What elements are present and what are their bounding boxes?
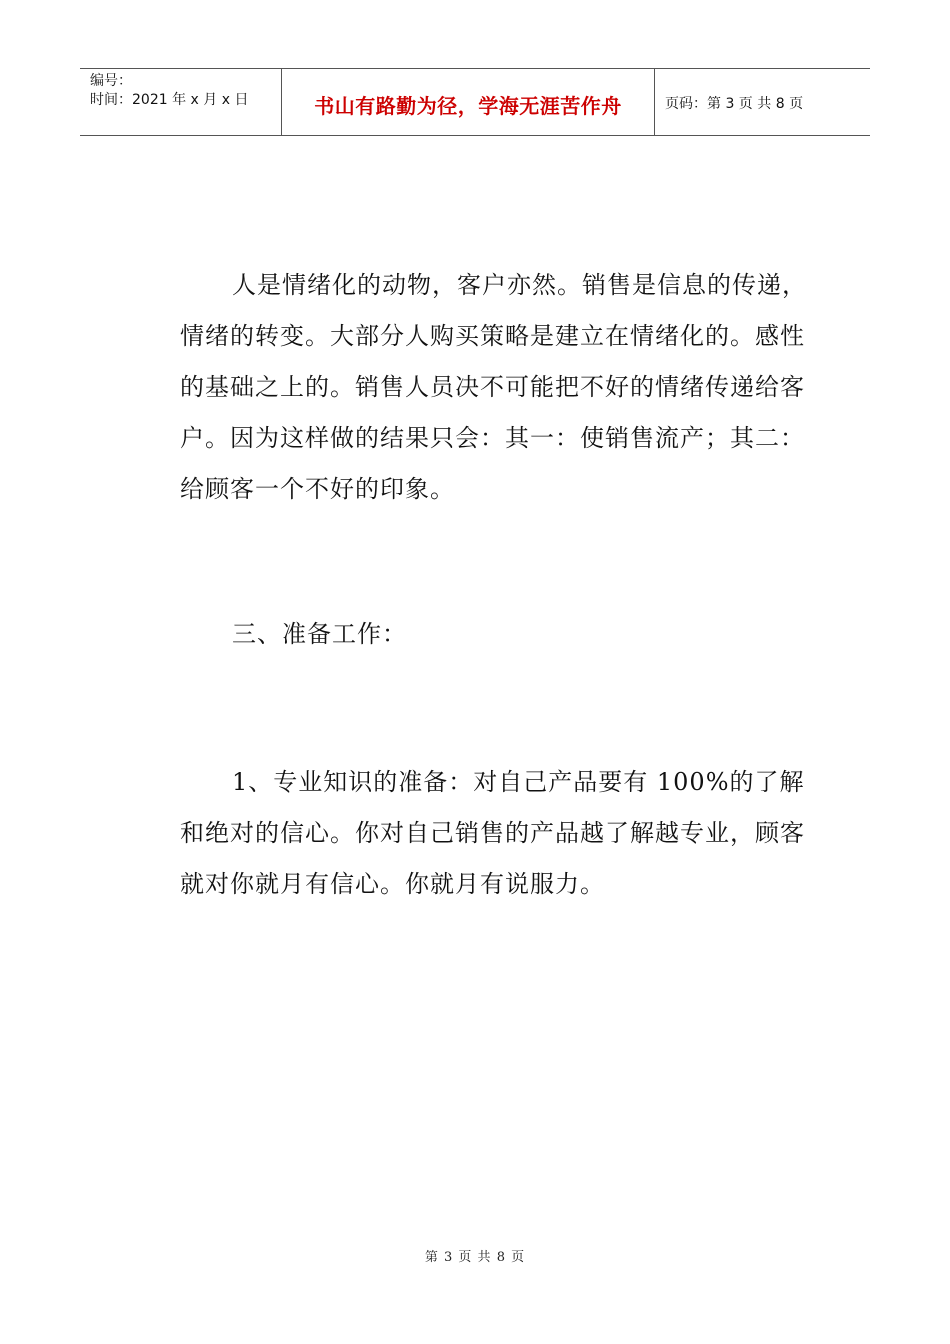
paragraph-knowledge — [180, 757, 820, 910]
footer-page-number: 第 3 页 共 8 页 — [424, 1250, 526, 1265]
body-paragraph: 人是情绪化的动物，客户亦然。销售是信息的传递，情绪的转变。大部分人购买策略是建立在情绪化的。感性的基础之上的。销售人员决不可能把不好的情绪传递给客户。因为这样做的结果只会：其一：使销售流产；其二：给顾客一个不好的印象。 — [180, 271, 807, 503]
paragraph-emotion — [180, 260, 820, 515]
section-heading-preparation — [180, 609, 820, 660]
section-heading: 三、准备工作： — [232, 620, 407, 648]
page-footer — [0, 1246, 950, 1265]
page-info: 页码：第 3 页 共 8 页 — [665, 96, 804, 112]
motto-text: 书山有路勤为径，学海无涯苦作舟 — [314, 93, 622, 118]
header-motto-cell — [282, 69, 655, 135]
body-paragraph: 1、专业知识的准备：对自己产品要有 100%的了解和绝对的信心。你对自己销售的产品越了解越专业，顾客就对你就月有信心。你就月有说服力。 — [180, 768, 805, 898]
header-page-cell — [655, 69, 870, 135]
number-label: 编号： — [90, 73, 132, 89]
header-meta-cell — [80, 69, 282, 135]
header-table — [80, 68, 870, 136]
time-label: 时间：2021 年 x 月 x 日 — [90, 92, 249, 108]
